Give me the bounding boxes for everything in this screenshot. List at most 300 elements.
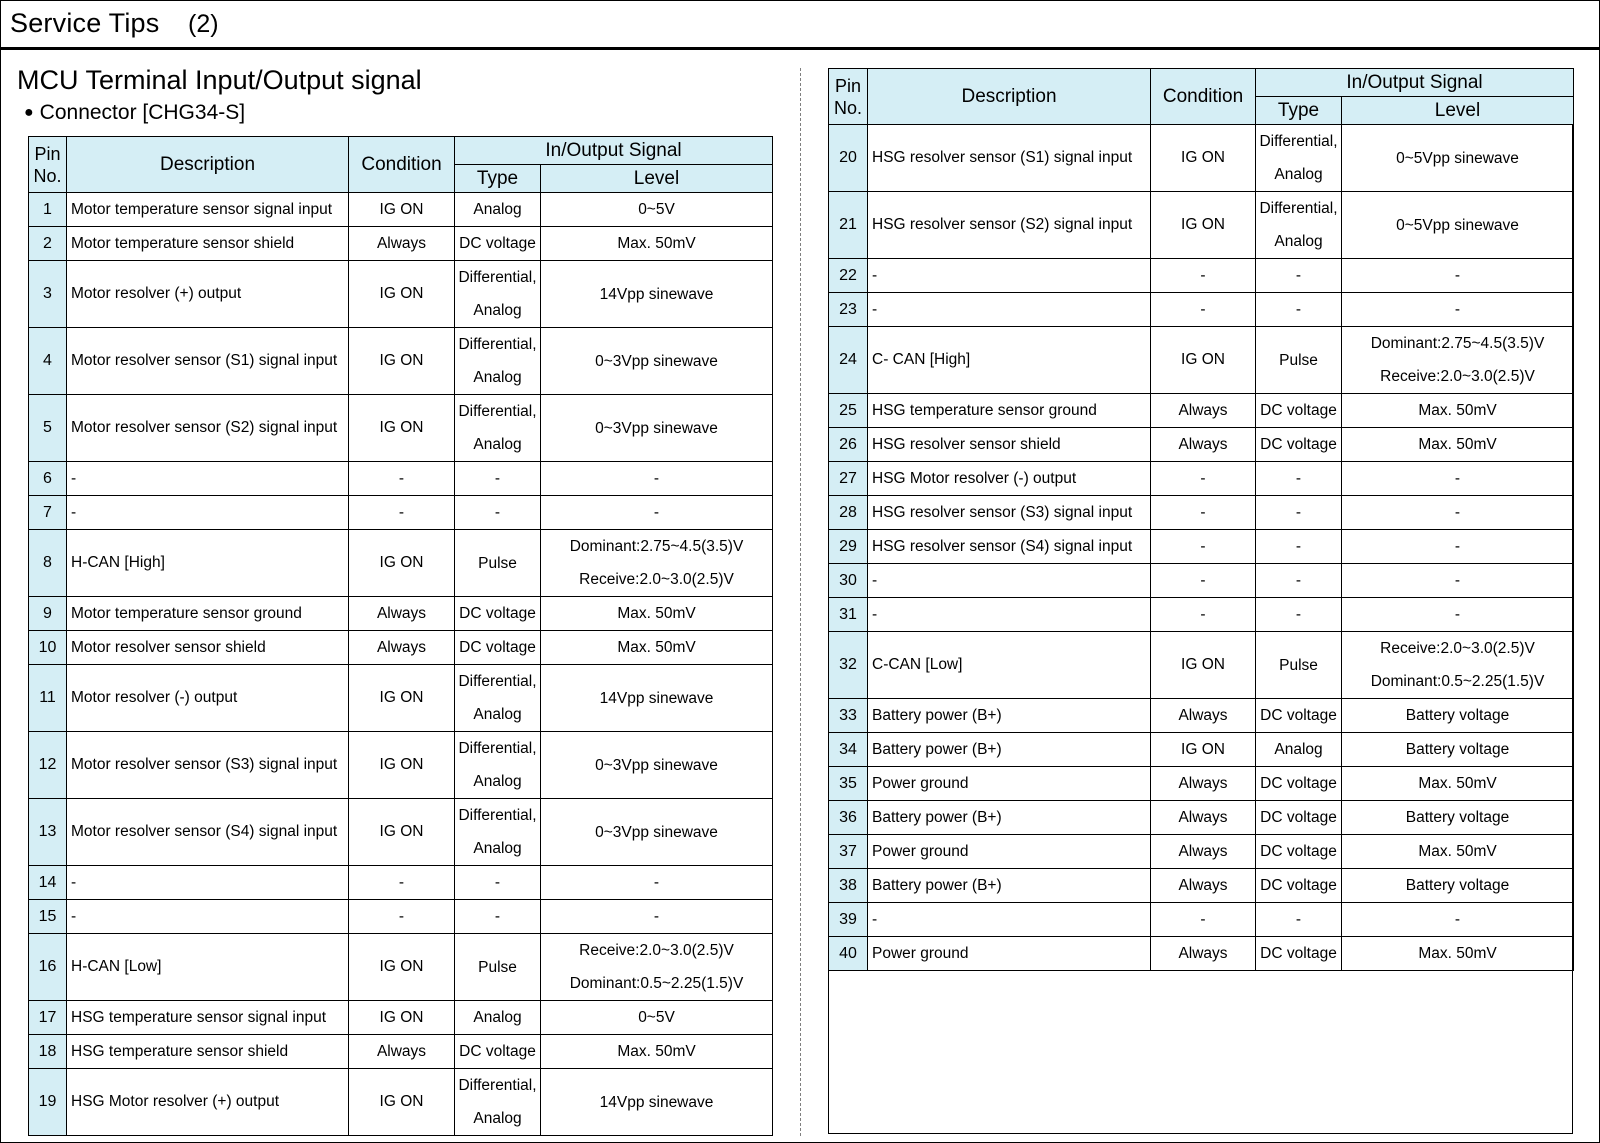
table-row (829, 801, 1574, 835)
pin-signal-type (455, 328, 541, 395)
pin-signal-level (1342, 428, 1574, 462)
pin-condition: IG ON (349, 1001, 455, 1035)
pin-description: C-CAN [Low] (868, 632, 1151, 699)
table-row (829, 428, 1574, 462)
pin-condition: IG ON (349, 261, 455, 328)
condition-header: Condition (1151, 69, 1256, 125)
pin-description: HSG temperature sensor shield (67, 1035, 349, 1069)
signal-level-line: Dominant:0.5~2.25(1.5)V (1370, 673, 1545, 690)
pin-signal-level (1342, 598, 1574, 632)
pin-signal-level (1342, 192, 1574, 259)
pin-description: HSG resolver sensor (S3) signal input (868, 496, 1151, 530)
pin-number: 29 (829, 530, 868, 564)
pin-signal-type (1256, 733, 1342, 767)
table-row (829, 259, 1574, 293)
pin-condition: IG ON (349, 934, 455, 1001)
pin-signal-type (455, 395, 541, 462)
pin-signal-level (1342, 869, 1574, 903)
table-row (829, 192, 1574, 259)
pin-number: 22 (829, 259, 868, 293)
pin-number: 32 (829, 632, 868, 699)
pin-number: 36 (829, 801, 868, 835)
signal-type-line: DC voltage (459, 1043, 536, 1060)
pin-signal-type (1256, 192, 1342, 259)
signal-level-line: Receive:2.0~3.0(2.5)V (579, 942, 734, 959)
pin-condition: - (1151, 462, 1256, 496)
pin-signal-level (1342, 259, 1574, 293)
pin-signal-level (541, 732, 773, 799)
signal-type-line: Analog (473, 436, 522, 453)
pin-description: HSG resolver sensor shield (868, 428, 1151, 462)
pin-signal-type (1256, 699, 1342, 733)
pin-description: HSG temperature sensor ground (868, 394, 1151, 428)
signal-level-line: - (1454, 606, 1461, 623)
table-row (829, 767, 1574, 801)
connector-label-text: Connector [CHG34-S] (39, 101, 246, 124)
pin-signal-type (1256, 903, 1342, 937)
signal-type-line: Differential, (458, 336, 537, 353)
pin-condition: IG ON (349, 530, 455, 597)
signal-level-line: Max. 50mV (617, 1043, 696, 1060)
signal-level-line: 0~5V (638, 1009, 675, 1026)
pin-signal-level (541, 631, 773, 665)
signal-level-line: Max. 50mV (1418, 843, 1497, 860)
signal-type-line: Differential, (458, 740, 537, 757)
signal-level-line: - (1454, 572, 1461, 589)
pin-number: 23 (829, 293, 868, 327)
signal-level-line: Max. 50mV (617, 605, 696, 622)
table-row (29, 193, 773, 227)
table-row (829, 598, 1574, 632)
table-row (829, 125, 1574, 192)
header-title: Service Tips (10, 8, 160, 38)
pin-signal-level (541, 934, 773, 1001)
signal-level-line: - (1454, 267, 1461, 284)
pin-signal-type (1256, 564, 1342, 598)
pin-number: 4 (29, 328, 67, 395)
pin-description: Power ground (868, 835, 1151, 869)
pin-condition: - (1151, 903, 1256, 937)
pin-signal-level (541, 597, 773, 631)
signal-level-line: Receive:2.0~3.0(2.5)V (1380, 368, 1535, 385)
pin-description: C- CAN [High] (868, 327, 1151, 394)
signal-type-line: Analog (473, 302, 522, 319)
pin-signal-type (1256, 835, 1342, 869)
pin-signal-level (1342, 699, 1574, 733)
pin-header (829, 69, 868, 125)
description-header: Description (868, 69, 1151, 125)
pin-signal-level (541, 1069, 773, 1136)
pin-table-left-body (29, 193, 773, 1136)
signal-level-line: Receive:2.0~3.0(2.5)V (579, 571, 734, 588)
pin-condition: - (349, 866, 455, 900)
pin-number: 38 (829, 869, 868, 903)
signal-type-line: Differential, (1259, 133, 1338, 150)
pin-header-line1: Pin (34, 143, 61, 164)
pin-description: Motor temperature sensor shield (67, 227, 349, 261)
table-row (29, 1069, 773, 1136)
pin-signal-level (541, 328, 773, 395)
pin-signal-type (1256, 530, 1342, 564)
pin-description: - (868, 293, 1151, 327)
type-header: Type (1256, 97, 1342, 125)
pin-condition: IG ON (349, 328, 455, 395)
pin-signal-type (455, 597, 541, 631)
pin-signal-type (1256, 327, 1342, 394)
signal-level-line: Receive:2.0~3.0(2.5)V (1380, 640, 1535, 657)
pin-description: - (868, 564, 1151, 598)
signal-type-line: Pulse (1279, 351, 1318, 369)
pin-condition: Always (1151, 428, 1256, 462)
pin-condition: IG ON (349, 732, 455, 799)
signal-type-line: Analog (1274, 166, 1323, 183)
signal-type-line: - (494, 874, 501, 891)
condition-header: Condition (349, 137, 455, 193)
pin-signal-level (1342, 733, 1574, 767)
table-row (829, 937, 1574, 971)
table-row (829, 632, 1574, 699)
signal-level-line: Battery voltage (1405, 741, 1510, 758)
pin-condition: IG ON (349, 799, 455, 866)
pin-number: 26 (829, 428, 868, 462)
pin-condition: Always (1151, 801, 1256, 835)
pin-number: 7 (29, 496, 67, 530)
pin-signal-type (1256, 937, 1342, 971)
pin-description: Battery power (B+) (868, 869, 1151, 903)
table-row (829, 327, 1574, 394)
pin-number: 31 (829, 598, 868, 632)
signal-type-line: Analog (473, 1009, 522, 1026)
pin-description: Power ground (868, 767, 1151, 801)
pin-number: 3 (29, 261, 67, 328)
signal-type-line: DC voltage (1260, 843, 1337, 860)
pin-number: 10 (29, 631, 67, 665)
table-row (29, 934, 773, 1001)
pin-description: - (868, 259, 1151, 293)
pin-number: 27 (829, 462, 868, 496)
pin-signal-type (1256, 259, 1342, 293)
pin-description: HSG resolver sensor (S4) signal input (868, 530, 1151, 564)
type-header: Type (455, 165, 541, 193)
pin-condition: Always (1151, 699, 1256, 733)
signal-level-line: Max. 50mV (617, 235, 696, 252)
signal-level-line: - (1454, 911, 1461, 928)
pin-signal-type (455, 799, 541, 866)
pin-condition: IG ON (349, 665, 455, 732)
pin-description: H-CAN [Low] (67, 934, 349, 1001)
signal-level-line: - (653, 874, 660, 891)
table-row (29, 631, 773, 665)
pin-number: 2 (29, 227, 67, 261)
pin-description: Battery power (B+) (868, 699, 1151, 733)
pin-condition: IG ON (1151, 192, 1256, 259)
signal-type-line: - (1295, 267, 1302, 284)
pin-condition: Always (349, 227, 455, 261)
pin-signal-level (1342, 530, 1574, 564)
pin-signal-type (455, 900, 541, 934)
table-row (29, 328, 773, 395)
pin-signal-level (541, 496, 773, 530)
signal-level-line: - (653, 470, 660, 487)
pin-description: Motor resolver sensor (S3) signal input (67, 732, 349, 799)
pin-number: 40 (829, 937, 868, 971)
pin-signal-level (541, 1035, 773, 1069)
pin-condition: Always (1151, 869, 1256, 903)
pin-header-line2: No. (833, 97, 862, 118)
pin-number: 33 (829, 699, 868, 733)
pin-condition: Always (349, 631, 455, 665)
pin-condition: - (349, 900, 455, 934)
pin-signal-level (1342, 496, 1574, 530)
pin-number: 8 (29, 530, 67, 597)
signal-level-line: Dominant:2.75~4.5(3.5)V (569, 538, 744, 555)
signal-type-line: - (1295, 572, 1302, 589)
pin-condition: - (1151, 496, 1256, 530)
pin-condition: IG ON (1151, 733, 1256, 767)
pin-number: 9 (29, 597, 67, 631)
signal-type-line: Differential, (1259, 200, 1338, 217)
pin-signal-level (541, 900, 773, 934)
pin-condition: IG ON (349, 1069, 455, 1136)
signal-type-line: - (1295, 301, 1302, 318)
pin-condition: Always (1151, 394, 1256, 428)
pin-description: - (67, 462, 349, 496)
signal-level-line: - (1454, 301, 1461, 318)
pin-number: 15 (29, 900, 67, 934)
pin-signal-type (455, 227, 541, 261)
signal-level-line: Max. 50mV (1418, 775, 1497, 792)
pin-condition: Always (1151, 835, 1256, 869)
table-row (829, 496, 1574, 530)
pin-number: 11 (29, 665, 67, 732)
signal-type-line: DC voltage (1260, 877, 1337, 894)
pin-description: HSG Motor resolver (+) output (67, 1069, 349, 1136)
table-row (829, 699, 1574, 733)
signal-level-line: 0~5Vpp sinewave (1396, 216, 1519, 234)
pin-signal-level (1342, 835, 1574, 869)
signal-level-line: 14Vpp sinewave (599, 285, 714, 303)
table-row (829, 394, 1574, 428)
signal-level-line: 0~3Vpp sinewave (595, 352, 718, 370)
signal-level-line: - (1454, 538, 1461, 555)
pin-condition: - (1151, 293, 1256, 327)
signal-type-line: DC voltage (459, 639, 536, 656)
pin-signal-level (541, 530, 773, 597)
signal-type-line: Differential, (458, 1077, 537, 1094)
pin-description: Motor resolver sensor (S1) signal input (67, 328, 349, 395)
table-row (829, 869, 1574, 903)
pin-description: - (67, 866, 349, 900)
pin-signal-type (455, 530, 541, 597)
table-row (29, 732, 773, 799)
pin-number: 17 (29, 1001, 67, 1035)
table-row (29, 900, 773, 934)
pin-signal-type (1256, 598, 1342, 632)
pin-number: 1 (29, 193, 67, 227)
table-row (29, 395, 773, 462)
pin-condition: Always (1151, 937, 1256, 971)
table-row (829, 462, 1574, 496)
signal-header: In/Output Signal (455, 137, 773, 165)
signal-level-line: - (1454, 504, 1461, 521)
pin-number: 14 (29, 866, 67, 900)
pin-signal-level (541, 1001, 773, 1035)
pin-description: Battery power (B+) (868, 733, 1151, 767)
pin-signal-type (455, 631, 541, 665)
signal-type-line: Differential, (458, 269, 537, 286)
signal-level-line: Dominant:2.75~4.5(3.5)V (1370, 335, 1545, 352)
signal-level-line: Max. 50mV (1418, 402, 1497, 419)
signal-type-line: - (1295, 538, 1302, 555)
signal-type-line: DC voltage (459, 235, 536, 252)
table-row (29, 462, 773, 496)
signal-level-line: - (1454, 470, 1461, 487)
signal-type-line: Differential, (458, 403, 537, 420)
table-row (29, 1001, 773, 1035)
pin-number: 16 (29, 934, 67, 1001)
pin-description: HSG resolver sensor (S2) signal input (868, 192, 1151, 259)
table-row (29, 665, 773, 732)
pin-signal-type (1256, 767, 1342, 801)
signal-type-line: DC voltage (1260, 707, 1337, 724)
signal-type-line: Analog (473, 773, 522, 790)
pin-signal-level (541, 866, 773, 900)
pin-signal-level (541, 193, 773, 227)
pin-number: 25 (829, 394, 868, 428)
pin-description: Power ground (868, 937, 1151, 971)
signal-type-line: Pulse (1279, 656, 1318, 674)
signal-type-line: - (1295, 606, 1302, 623)
pin-description: - (868, 903, 1151, 937)
pin-description: HSG Motor resolver (-) output (868, 462, 1151, 496)
signal-level-line: 0~3Vpp sinewave (595, 823, 718, 841)
signal-level-line: Max. 50mV (617, 639, 696, 656)
pin-condition: - (1151, 564, 1256, 598)
pin-condition: IG ON (1151, 632, 1256, 699)
pin-signal-type (455, 866, 541, 900)
pin-description: - (67, 496, 349, 530)
signal-level-line: Battery voltage (1405, 809, 1510, 826)
signal-type-line: - (1295, 911, 1302, 928)
pin-number: 6 (29, 462, 67, 496)
pin-header-line2: No. (33, 165, 62, 186)
table-row (29, 261, 773, 328)
signal-level-line: - (653, 908, 660, 925)
pin-number: 39 (829, 903, 868, 937)
page-header (0, 0, 1600, 50)
signal-type-line: - (494, 504, 501, 521)
signal-level-line: 0~3Vpp sinewave (595, 419, 718, 437)
column-divider (800, 68, 801, 1136)
pin-signal-type (1256, 462, 1342, 496)
pin-signal-type (455, 261, 541, 328)
signal-type-line: - (494, 470, 501, 487)
pin-signal-level (1342, 462, 1574, 496)
pin-condition: - (1151, 598, 1256, 632)
pin-number: 5 (29, 395, 67, 462)
pin-signal-type (1256, 428, 1342, 462)
pin-number: 12 (29, 732, 67, 799)
table-row (29, 1035, 773, 1069)
signal-type-line: DC voltage (1260, 945, 1337, 962)
table-row (829, 564, 1574, 598)
signal-type-line: Analog (473, 369, 522, 386)
signal-type-line: Pulse (478, 554, 517, 572)
signal-level-line: Max. 50mV (1418, 945, 1497, 962)
signal-type-line: - (1295, 504, 1302, 521)
pin-signal-type (455, 665, 541, 732)
signal-type-line: Analog (473, 706, 522, 723)
pin-number: 28 (829, 496, 868, 530)
level-header: Level (1342, 97, 1574, 125)
table-row (29, 496, 773, 530)
pin-condition: IG ON (349, 193, 455, 227)
signal-header: In/Output Signal (1256, 69, 1574, 97)
signal-level-line: Max. 50mV (1418, 436, 1497, 453)
pin-description: HSG temperature sensor signal input (67, 1001, 349, 1035)
connector-label (24, 101, 245, 125)
signal-type-line: Analog (1274, 741, 1323, 758)
pin-table-right (828, 68, 1574, 971)
pin-condition: - (1151, 259, 1256, 293)
signal-type-line: Differential, (458, 673, 537, 690)
pin-condition: - (349, 496, 455, 530)
pin-description: H-CAN [High] (67, 530, 349, 597)
pin-description: Motor resolver sensor (S2) signal input (67, 395, 349, 462)
pin-condition: Always (1151, 767, 1256, 801)
pin-signal-level (1342, 293, 1574, 327)
pin-signal-level (1342, 394, 1574, 428)
signal-level-line: 0~5Vpp sinewave (1396, 149, 1519, 167)
pin-signal-type (1256, 293, 1342, 327)
level-header: Level (541, 165, 773, 193)
pin-condition: IG ON (1151, 125, 1256, 192)
pin-signal-type (1256, 869, 1342, 903)
pin-number: 37 (829, 835, 868, 869)
table-row (29, 227, 773, 261)
signal-type-line: DC voltage (1260, 436, 1337, 453)
pin-condition: IG ON (1151, 327, 1256, 394)
pin-signal-type (455, 462, 541, 496)
pin-number: 30 (829, 564, 868, 598)
pin-description: HSG resolver sensor (S1) signal input (868, 125, 1151, 192)
pin-description: - (67, 900, 349, 934)
signal-type-line: - (1295, 470, 1302, 487)
signal-level-line: - (653, 504, 660, 521)
description-header: Description (67, 137, 349, 193)
pin-number: 35 (829, 767, 868, 801)
pin-condition: IG ON (349, 395, 455, 462)
pin-signal-type (455, 1001, 541, 1035)
pin-signal-level (1342, 327, 1574, 394)
pin-signal-type (455, 732, 541, 799)
pin-signal-type (1256, 632, 1342, 699)
pin-signal-type (455, 934, 541, 1001)
pin-signal-type (1256, 394, 1342, 428)
pin-signal-level (1342, 801, 1574, 835)
pin-signal-level (1342, 564, 1574, 598)
signal-type-line: Analog (473, 201, 522, 218)
table-row (829, 530, 1574, 564)
signal-type-line: DC voltage (1260, 809, 1337, 826)
pin-signal-level (1342, 767, 1574, 801)
pin-signal-type (1256, 125, 1342, 192)
signal-type-line: Analog (1274, 233, 1323, 250)
pin-number: 34 (829, 733, 868, 767)
table-row (29, 597, 773, 631)
pin-description: Motor temperature sensor signal input (67, 193, 349, 227)
table-row (29, 866, 773, 900)
